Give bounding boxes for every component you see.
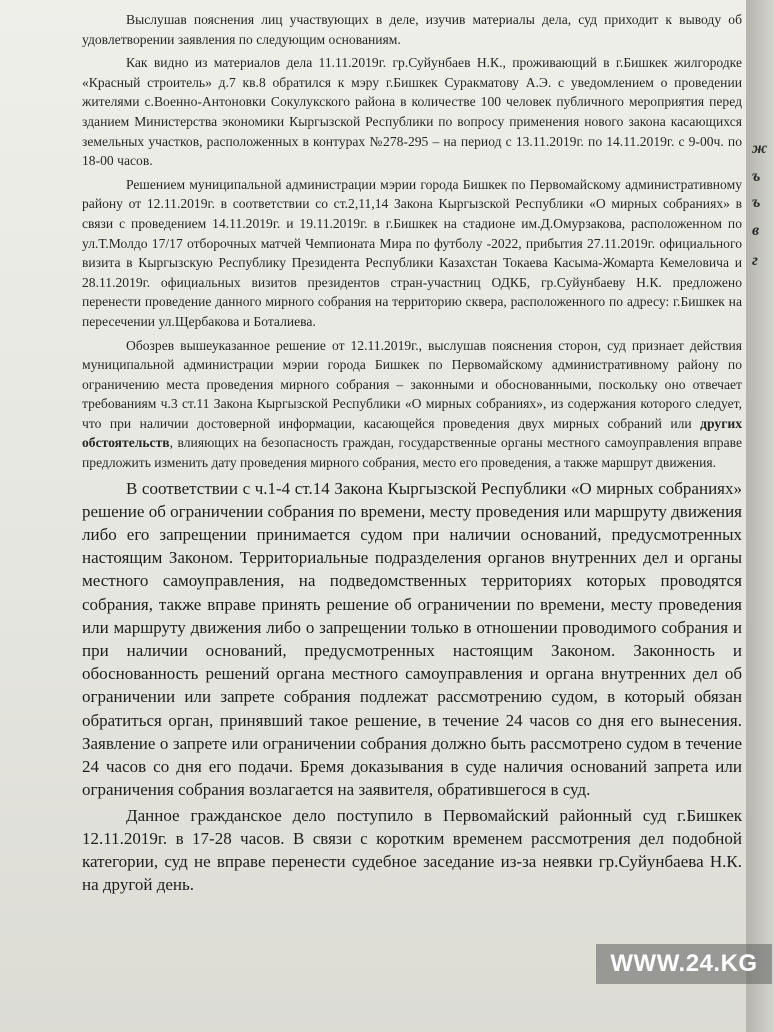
adjacent-fragment-3: ъ bbox=[752, 194, 761, 211]
paragraph-2: Как видно из материалов дела 11.11.2019г. гр.Суйунбаев Н.К., проживающий в г.Бишкек жилгородке «Красный строитель» д.7 кв.8 обратился к мэру г.Бишкек Суракматову А.Э. с уведомлением о проведении жителями с.Военно-Антоновки Сокулукского района в количестве 100 человек публичного мероприятия перед зданием Министерства экономики Кыргызской Республики по вопросу применения нового закона касающихся земельных участков, расположенных в контурах №278-295 – на период с 13.11.2019г. по 14.11.2019г. с 9-00ч. по 18-00 часов. bbox=[82, 55, 742, 169]
paragraph-6: Данное гражданское дело поступило в Первомайский районный суд г.Бишкек 12.11.2019г. в 17-28 часов. В связи с коротким временем рассмотрения дел подобной категории, суд не вправе перенести судебное заседание из-за неявки гр.Суйунбаева Н.К. на другой день. bbox=[82, 805, 742, 895]
paragraph-4-part-1: Обозрев вышеуказанное решение от 12.11.2019г., выслушав пояснения сторон, суд признает действия муниципальной администрации мэрии города Бишкек по Первомайскому административному району по ограничению места проведения мирного собрания – законными и обоснованными, поскольку оно отвечает требованиям ч.3 ст.11 Закона Кыргызской Республики «О мирных собраниях», из содержания которого следует, что при наличии достоверной информации, касающейся проведения двух мирных собраний или bbox=[82, 337, 742, 431]
paragraph-1: Выслушав пояснения лиц участвующих в деле, изучив материалы дела, суд приходит к выводу об удовлетворении заявления по следующим основаниям. bbox=[82, 12, 742, 47]
paragraph-4 bbox=[82, 336, 742, 473]
paragraph-4-part-2: , влияющих на безопасность граждан, государственные органы местного самоуправления вправе предложить изменить дату проведения мирного собрания, место его проведения, а также маршрут движения. bbox=[82, 435, 742, 471]
paragraph-5: В соответствии с ч.1-4 ст.14 Закона Кыргызской Республики «О мирных собраниях» решение об ограничении собрания по времени, месту проведения или маршруту движения либо его запрещении принимается судом при наличии оснований, предусмотренных настоящим Законом. Территориальные подразделения органов внутренних дел и органы местного самоуправления, на подведомственных территориях которых проводятся собрания, также вправе принять решение об ограничении по времени, месту проведения или маршруту движения либо о запрещении только в отношении проводимого собрания и при наличии оснований, предусмотренных настоящим Законом. Законность и обоснованность решений органа местного самоуправления и органа внутренних дел об ограничении или запрете собрания подлежат рассмотрению судом, в который обязан обратиться орган, принявший такое решение, в течение 24 часов со дня его вынесения. Заявление о запрете или ограничении собрания должно быть рассмотрено судом в течение 24 часов со дня его подачи. Бремя доказывания в суде наличия оснований запрета или ограничения собрания возлагается на заявителя, обратившегося в суд. bbox=[82, 478, 742, 800]
adjacent-fragment-2: ъ bbox=[752, 168, 761, 185]
adjacent-fragment-1: ж bbox=[752, 140, 768, 157]
adjacent-page-edge bbox=[746, 0, 774, 1032]
paragraph-4-bold-phrase: других обстоятельств bbox=[82, 415, 742, 451]
adjacent-fragment-4: в bbox=[752, 222, 760, 239]
site-watermark: WWW.24.KG bbox=[596, 944, 772, 984]
document-body bbox=[82, 10, 742, 896]
paragraph-3: Решением муниципальной администрации мэрии города Бишкек по Первомайскому административному району от 12.11.2019г. в соответствии со ст.2,11,14 Закона Кыргызской Республики «О мирных собраниях» в связи с проведением 14.11.2019г. и 19.11.2019г. в г.Бишкек на стадионе им.Д.Омурзакова, расположенном по ул.Т.Молдо 17/17 отборочных матчей Чемпионата Мира по футболу -2022, прибытия 27.11.2019г. официального визита в Кыргызскую Республику Президента Республики Казахстан Токаева Касыма-Жомарта Кемеловича и 28.11.2019г. официальных визитов президентов стран-участниц ОДКБ, гр.Суйунбаеву Н.К. предложено перенести проведение данного мирного собрания на территорию сквера, расположенного по адресу: г.Бишкек на пересечении ул.Щербакова и Боталиева. bbox=[82, 176, 742, 329]
adjacent-fragment-5: г bbox=[752, 252, 758, 269]
